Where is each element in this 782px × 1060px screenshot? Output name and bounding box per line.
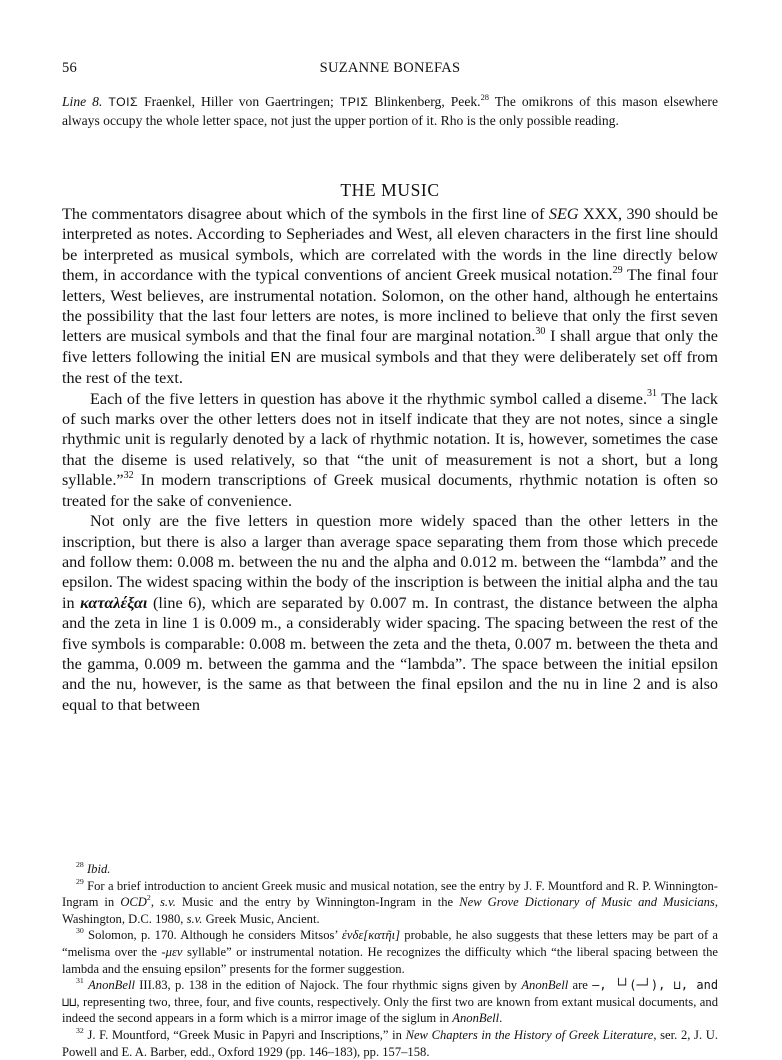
citation-title: New Grove Dictionary of Music and Musicians [459, 895, 715, 910]
reading-tois: ΤΟΙΣ [108, 95, 139, 109]
citation-title: AnonBell [452, 1011, 500, 1026]
text-run: Solomon, p. 170. Although he considers Mitsos’ [83, 928, 342, 943]
text-run: . [499, 1011, 503, 1026]
text-run: J. F. Mountford, “Greek Music in Papyri and Inscriptions,” in [83, 1027, 406, 1042]
footnotes [62, 861, 718, 1060]
page-number: 56 [62, 60, 78, 76]
text-run: Each of the five letters in question has above it the rhythmic symbol called a diseme. [90, 389, 647, 408]
footnote-29 [62, 878, 718, 928]
footnote-ref: 29 [612, 264, 623, 276]
footnote-number: 32 [76, 1025, 84, 1035]
text-run: I shall argue that only the five letters following the initial [62, 327, 718, 366]
footnote-text: Ibid. [86, 862, 111, 876]
greek-word: καταλέξαι [80, 593, 148, 612]
footnote-31 [62, 977, 718, 1027]
critical-note [62, 93, 718, 130]
text-run: , ser. 2, J. U. Powell and E. A. Barber, edd., Oxford 1929 (pp. 146–183), pp. 157–158. [62, 1027, 718, 1059]
text-run: , Washington, D.C. 1980, [62, 895, 718, 926]
citation-title: AnonBell [88, 978, 135, 993]
text-run: (line 6), which are separated by 0.007 m. In contrast, the distance between the alpha and the zeta in line 1 is 0.009 m., a considerably wider spacing. The spacing between the rest of the five symbols is comparable: 0.008 m. between the zeta and the theta, 0.007 m. between the theta and the gamma, 0.009 m. between the gamma and the “lambda”. The space between the initial epsilon and the nu, however, is the same as that between the final epsilon and the nu in line 2 and is also equal to that between [62, 593, 718, 714]
footnote-ref: 31 [647, 388, 658, 400]
sv-abbrev: s.v. [186, 911, 203, 926]
running-title: SUZANNE BONEFAS [319, 60, 461, 76]
text-run: The lack of such marks over the other letters does not in itself indicate that they are not notes, since a single rhythmic unit is regularly denoted by a lack of rhythmic notation. It is, however, sometimes the case that the diseme is used relatively, so that “the unit of measurement is not a short, but a long syllable.” [62, 389, 718, 490]
critical-note-rest: The omikrons of this mason elsewhere always occupy the whole letter space, not just the upper portion of it. Rho is the only possible reading. [62, 94, 718, 128]
footnote-28 [62, 861, 718, 878]
text-run: are musical symbols and that they were deliberately set off from the rest of the text. [62, 347, 718, 388]
citation-title: New Chapters in the History of Greek Literature [405, 1027, 654, 1042]
body-text [62, 204, 718, 715]
greek-word: μεν [165, 944, 183, 959]
sv-abbrev: s.v. [160, 895, 176, 910]
text-run: , representing two, three, four, and five counts, respectively. Only the first two are known from extant musical documents, and indeed the second appears in a form which is a mirror image of the siglum in [62, 994, 718, 1026]
footnote-ref: 28 [480, 91, 489, 102]
footnote-number: 30 [76, 926, 84, 936]
text-run: Greek Music, Ancient. [202, 911, 320, 926]
text-run: The commentators disagree about which of the symbols in the first line of [62, 205, 549, 223]
rhythmic-signs: —, └┘(─┘), ⊔, and ⊔⊔ [62, 978, 719, 1009]
seg-abbrev: SEG [548, 205, 579, 223]
footnote-ref: 32 [123, 469, 134, 481]
citation-title: OCD [120, 895, 147, 910]
reading-editors-2: Blinkenberg, Peek. [368, 94, 481, 109]
footnote-32 [62, 1027, 718, 1060]
reading-tris: ΤΡΙΣ [339, 95, 369, 109]
citation-title: AnonBell [521, 978, 569, 993]
text-run: Music and the entry by Winnington-Ingram in the [175, 895, 460, 910]
text-run: XXX, 390 should be interpreted as notes. According to Sepheriades and West, all eleven characters in the first line should be interpreted as musical symbols, which are correlated with the words in the line directly below them, in accordance with the typical conventions of ancient Greek musical notation. [62, 205, 718, 285]
running-header [62, 60, 718, 80]
section-heading: THE MUSIC [340, 180, 440, 200]
inscription-letters: EN [270, 349, 292, 366]
footnote-ref: 30 [535, 326, 546, 338]
footnote-30 [62, 927, 718, 977]
text-run: III.83, p. 138 in the edition of Najock. The four rhythmic signs given by [134, 978, 522, 993]
critical-note-text [62, 93, 718, 130]
edition-superscript: 2 [146, 893, 151, 903]
line-label: Line 8. [62, 94, 103, 109]
reading-editors-1: Fraenkel, Hiller von Gaertringen; [138, 94, 340, 109]
text-run: syllable” or instrumental notation. He recognizes the difficulty which “the liberal spacing between the lambda and the ensuing epsilon” presents for the former suggestion. [62, 944, 718, 976]
text-run: In modern transcriptions of Greek musical documents, rhythmic notation is often so treated for the sake of convenience. [62, 471, 718, 510]
paragraph-2 [62, 389, 718, 511]
paragraph-1 [62, 204, 718, 389]
text-run: are [568, 978, 593, 993]
text-run: Not only are the five letters in question more widely spaced than the other letters in the inscription, but there is also a larger than average space separating them from those which precede and follow them: 0.008 m. between the nu and the alpha and 0.012 m. between the “lambda” and the epsilon. The widest spacing within the body of the inscription is between the initial alpha and the tau in [62, 512, 718, 612]
paragraph-3 [62, 511, 718, 715]
footnote-number: 28 [76, 860, 84, 870]
text-run: probable, he also suggests that these letters may be part of a “melisma over the - [62, 928, 718, 959]
greek-word: ἐνδε[κατῆι] [341, 928, 401, 943]
text-run: , [150, 895, 161, 910]
footnote-number: 29 [76, 876, 84, 886]
footnote-number: 31 [76, 976, 84, 986]
text-run: For a brief introduction to ancient Greek music and musical notation, see the entry by J. F. Mountford and R. P. Winnington-Ingram in [62, 878, 718, 910]
text-run: The final four letters, West believes, are instrumental notation. Solomon, on the other hand, although he entertains the possibility that the last four letters are notes, is more inclined to believe that only the first seven letters are musical symbols and that the final four are marginal notation. [62, 266, 718, 346]
